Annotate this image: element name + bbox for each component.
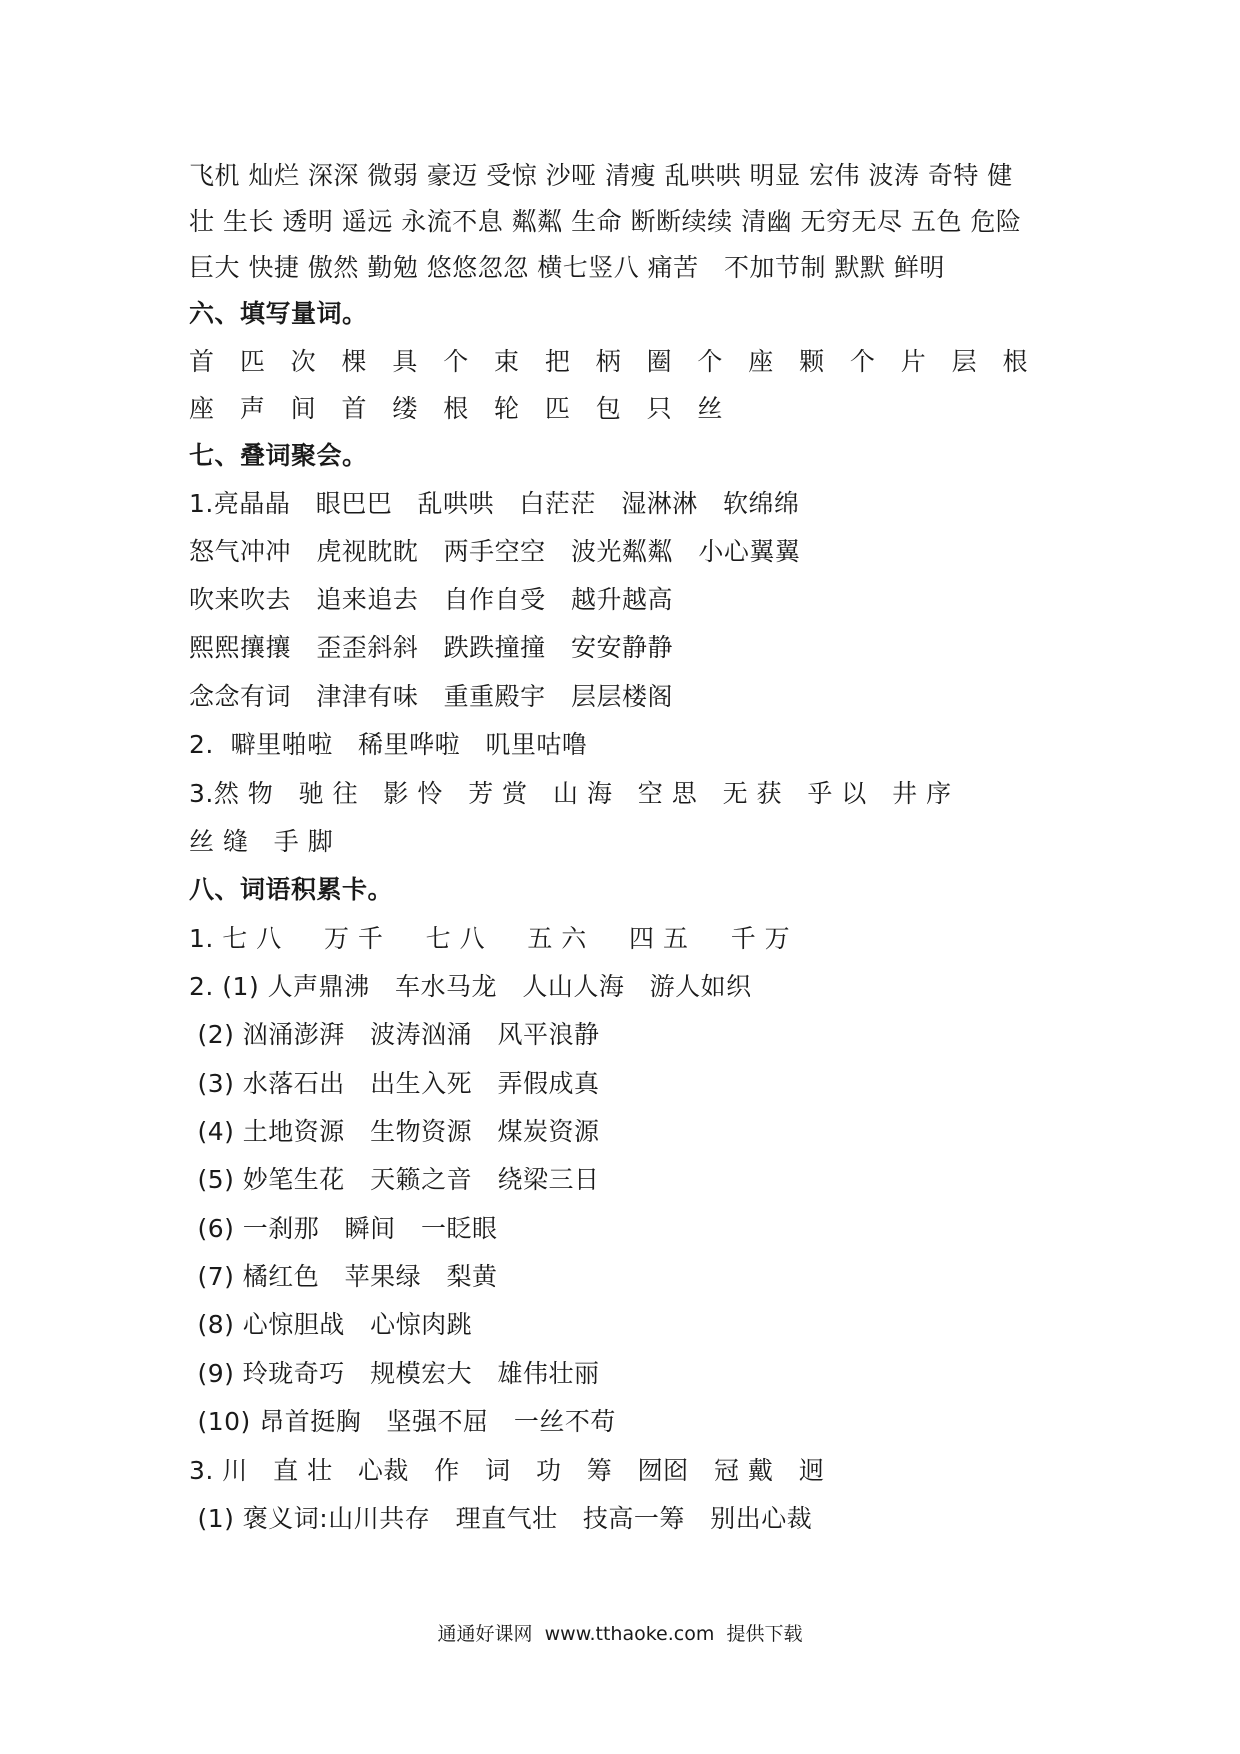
reduplicated-words-line-8: 丝 缝 手 脚 xyxy=(189,827,334,856)
word-card-line-9: (8) 心惊胆战 心惊肉跳 xyxy=(189,1310,473,1339)
word-card-line-6: (5) 妙笔生花 天籁之音 绕梁三日 xyxy=(189,1165,600,1194)
word-card-line-2: 2. (1) 人声鼎沸 车水马龙 人山人海 游人如织 xyxy=(189,972,752,1001)
answer-line-words-3: 巨大 快捷 傲然 勤勉 悠悠忽忽 横七竖八 痛苦 不加节制 默默 鲜明 xyxy=(189,253,945,282)
word-card-line-3: (2) 汹涌澎湃 波涛汹涌 风平浪静 xyxy=(189,1020,600,1049)
reduplicated-words-line-7: 3.然 物 驰 往 影 怜 芳 赏 山 海 空 思 无 获 乎 以 井 序 xyxy=(189,779,952,808)
reduplicated-words-line-5: 念念有词 津津有味 重重殿宇 层层楼阁 xyxy=(189,682,674,711)
word-card-line-13: (1) 褒义词:山川共存 理直气壮 技高一筹 别出心裁 xyxy=(189,1504,813,1533)
word-card-line-12: 3. 川 直 壮 心裁 作 词 功 筹 囫囵 冠 戴 迥 xyxy=(189,1456,825,1485)
measure-words-line-1: 首 匹 次 棵 具 个 束 把 柄 圈 个 座 颗 个 片 层 根 xyxy=(189,347,1028,376)
reduplicated-words-line-2: 怒气冲冲 虎视眈眈 两手空空 波光粼粼 小心翼翼 xyxy=(189,537,801,566)
reduplicated-words-line-1: 1.亮晶晶 眼巴巴 乱哄哄 白茫茫 湿淋淋 软绵绵 xyxy=(189,489,800,518)
reduplicated-words-line-6: 2. 噼里啪啦 稀里哗啦 叽里咕噜 xyxy=(189,730,588,759)
answer-line-words-1: 飞机 灿烂 深深 微弱 豪迈 受惊 沙哑 清瘦 乱哄哄 明显 宏伟 波涛 奇特 健 xyxy=(189,161,1013,190)
word-card-line-5: (4) 土地资源 生物资源 煤炭资源 xyxy=(189,1117,600,1146)
section-heading-7: 七、叠词聚会。 xyxy=(189,441,368,470)
answer-line-words-2: 壮 生长 透明 遥远 永流不息 粼粼 生命 断断续续 清幽 无穷无尽 五色 危险 xyxy=(189,207,1022,236)
reduplicated-words-line-4: 熙熙攘攘 歪歪斜斜 跌跌撞撞 安安静静 xyxy=(189,633,674,662)
word-card-line-8: (7) 橘红色 苹果绿 梨黄 xyxy=(189,1262,498,1291)
word-card-line-10: (9) 玲珑奇巧 规模宏大 雄伟壮丽 xyxy=(189,1359,600,1388)
word-card-line-4: (3) 水落石出 出生入死 弄假成真 xyxy=(189,1069,600,1098)
reduplicated-words-line-3: 吹来吹去 追来追去 自作自受 越升越高 xyxy=(189,585,674,614)
section-heading-8: 八、词语积累卡。 xyxy=(189,875,394,904)
word-card-line-7: (6) 一刹那 瞬间 一眨眼 xyxy=(189,1214,498,1243)
word-card-line-1: 1. 七 八 万 千 七 八 五 六 四 五 千 万 xyxy=(189,924,791,953)
page-footer: 通通好课网 www.tthaoke.com 提供下载 xyxy=(437,1623,803,1645)
word-card-line-11: (10) 昂首挺胸 坚强不屈 一丝不苟 xyxy=(189,1407,616,1436)
measure-words-line-2: 座 声 间 首 缕 根 轮 匹 包 只 丝 xyxy=(189,394,723,423)
section-heading-6: 六、填写量词。 xyxy=(189,299,368,328)
